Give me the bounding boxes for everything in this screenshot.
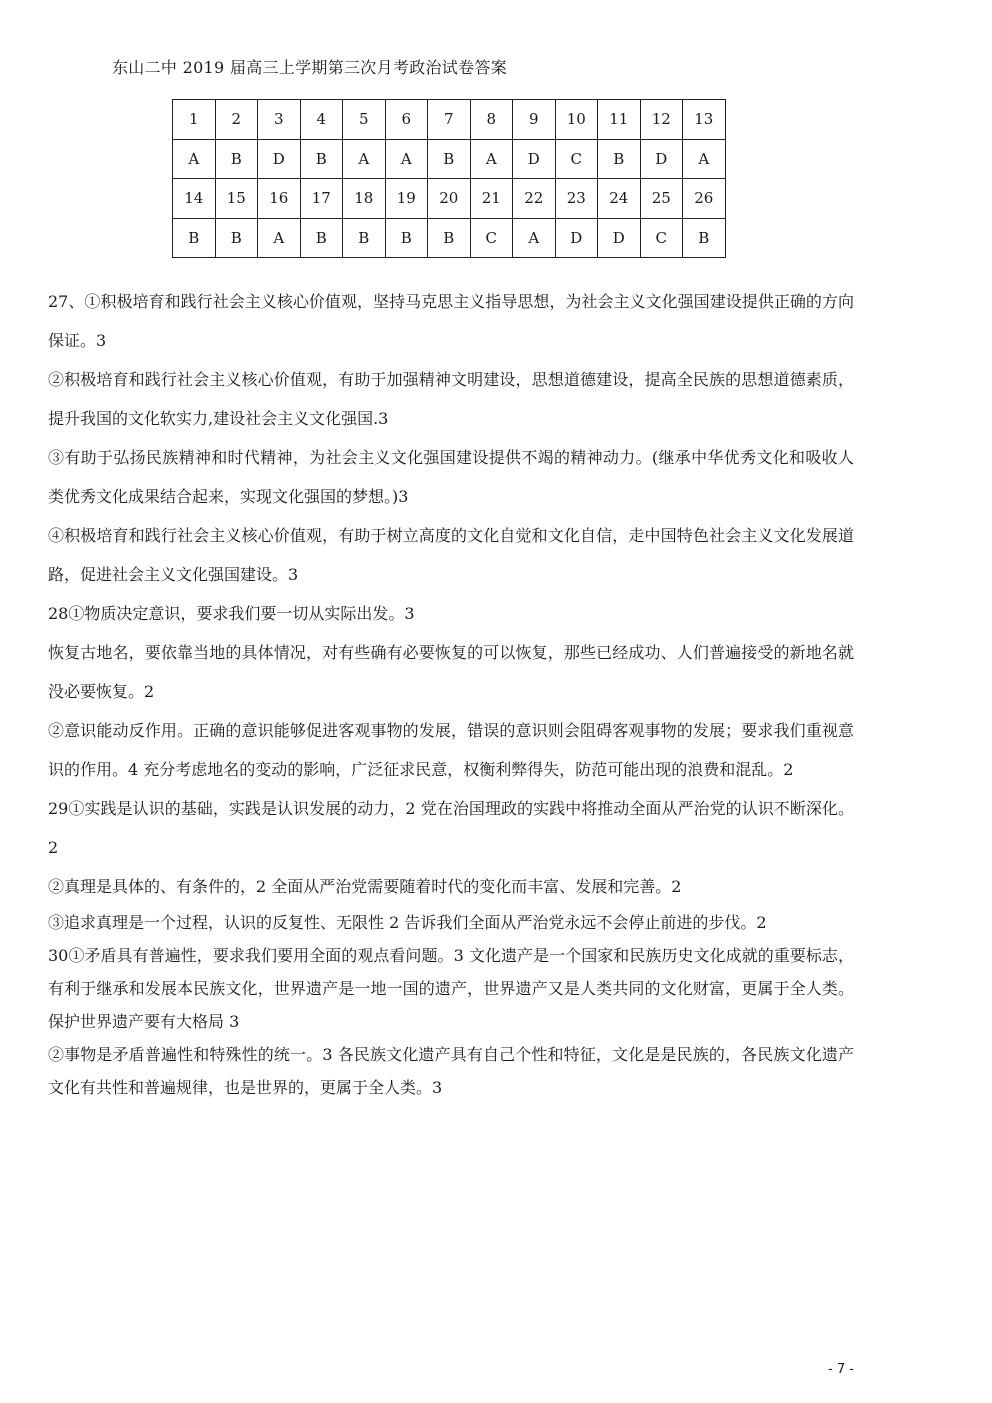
answer-paragraph-29-3: ③追求真理是一个过程，认识的反复性、无限性 2 告诉我们全面从严治党永远不会停止前进的步伐。2 [48,913,767,932]
table-cell: 19 [385,179,428,219]
table-cell: B [343,218,386,258]
table-cell: B [598,139,641,179]
table-cell: B [215,139,258,179]
table-cell: A [258,218,301,258]
table-cell: 17 [300,179,343,219]
table-cell: 12 [640,100,683,140]
table-cell: 6 [385,100,428,140]
table-cell: 2 [215,100,258,140]
table-cell: B [683,218,726,258]
table-row [173,179,726,219]
answer-paragraph-28-1-detail: 恢复古地名，要依靠当地的具体情况，对有些确有必要恢复的可以恢复，那些已经成功、人们普遍接受的新地名就没必要恢复。2 [48,643,854,701]
table-cell: B [428,139,471,179]
table-cell: B [215,218,258,258]
answer-paragraph-28-2: ②意识能动反作用。正确的意识能够促进客观事物的发展，错误的意识则会阻碍客观事物的发展；要求我们重视意识的作用。4 充分考虑地名的变动的影响，广泛征求民意，权衡利弊得失，防范可能出现的浪费和混乱。2 [48,721,854,779]
table-cell: 15 [215,179,258,219]
table-cell: A [173,139,216,179]
page-title: 东山二中 2019 届高三上学期第三次月考政治试卷答案 [112,58,507,77]
table-cell: 16 [258,179,301,219]
table-row [173,218,726,258]
table-cell: C [640,218,683,258]
answer-paragraph-28-1: 28①物质决定意识，要求我们要一切从实际出发。3 [48,604,415,623]
table-cell: A [683,139,726,179]
table-row [173,139,726,179]
table-cell: D [513,139,556,179]
answer-paragraph-27-2: ②积极培育和践行社会主义核心价值观，有助于加强精神文明建设，思想道德建设，提高全民族的思想道德素质，提升我国的文化软实力,建设社会主义文化强国.3 [48,370,854,428]
table-cell: 14 [173,179,216,219]
table-cell: 7 [428,100,471,140]
page-number: - 7 - [828,1362,854,1377]
answer-table [172,99,726,258]
answer-paragraph-27-4: ④积极培育和践行社会主义核心价值观，有助于树立高度的文化自觉和文化自信，走中国特色社会主义文化发展道路，促进社会主义文化强国建设。3 [48,526,854,584]
table-cell: 26 [683,179,726,219]
answer-paragraph-30-2: ②事物是矛盾普遍性和特殊性的统一。3 各民族文化遗产具有自己个性和特征，文化是是民族的，各民族文化遗产文化有共性和普遍规律，也是世界的，更属于全人类。3 [48,1045,854,1097]
table-cell: B [300,218,343,258]
table-cell: B [428,218,471,258]
table-cell: D [640,139,683,179]
table-cell: B [173,218,216,258]
answer-paragraph-27-1: 27、①积极培育和践行社会主义核心价值观，坚持马克思主义指导思想，为社会主义文化强国建设提供正确的方向保证。3 [48,292,854,350]
answer-paragraph-27-3: ③有助于弘扬民族精神和时代精神，为社会主义文化强国建设提供不竭的精神动力。(继承中华优秀文化和吸收人类优秀文化成果结合起来，实现文化强国的梦想。)3 [48,448,854,506]
table-cell: 5 [343,100,386,140]
table-cell: 8 [470,100,513,140]
table-cell: 3 [258,100,301,140]
table-cell: 1 [173,100,216,140]
table-cell: 23 [555,179,598,219]
table-cell: C [470,218,513,258]
answer-paragraph-29-1: 29①实践是认识的基础，实践是认识发展的动力，2 党在治国理政的实践中将推动全面从严治党的认识不断深化。2 [48,799,854,857]
answer-paragraph-30-1: 30①矛盾具有普遍性，要求我们要用全面的观点看问题。3 文化遗产是一个国家和民族历史文化成就的重要标志，有利于继承和发展本民族文化，世界遗产是一地一国的遗产，世界遗产又是人类共同的文化财富，更属于全人类。保护世界遗产要有大格局 3 [48,946,854,1031]
table-cell: C [555,139,598,179]
table-row [173,100,726,140]
table-cell: 9 [513,100,556,140]
table-cell: D [258,139,301,179]
table-cell: 4 [300,100,343,140]
table-cell: D [555,218,598,258]
table-cell: A [343,139,386,179]
table-cell: 24 [598,179,641,219]
table-cell: A [385,139,428,179]
table-cell: 11 [598,100,641,140]
table-cell: 13 [683,100,726,140]
table-cell: 20 [428,179,471,219]
answer-content [48,282,854,1104]
table-cell: A [513,218,556,258]
table-cell: B [300,139,343,179]
table-cell: D [598,218,641,258]
table-cell: 18 [343,179,386,219]
table-cell: 25 [640,179,683,219]
answer-paragraph-29-2: ②真理是具体的、有条件的，2 全面从严治党需要随着时代的变化而丰富、发展和完善。2 [48,877,682,896]
table-cell: 10 [555,100,598,140]
table-cell: A [470,139,513,179]
table-cell: B [385,218,428,258]
table-cell: 22 [513,179,556,219]
table-cell: 21 [470,179,513,219]
